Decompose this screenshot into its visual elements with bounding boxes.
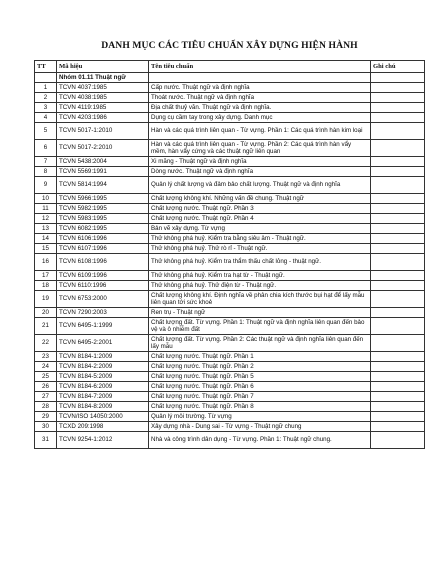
standard-name: Cấp nước. Thuật ngữ và định nghĩa [149,83,371,93]
standard-note [371,103,425,113]
standard-note [371,204,425,214]
standard-code: TCVN 6082:1995 [57,224,149,234]
standard-name: Chất lượng nước. Thuật ngữ. Phần 2 [149,362,371,372]
standard-name: Chất lượng đất. Từ vựng. Phần 2: Các thuật ngữ và định nghĩa liên quan đến lấy mẫu [149,335,371,352]
standard-note [371,167,425,177]
row-number: 13 [35,224,57,234]
row-number: 10 [35,194,57,204]
row-number: 11 [35,204,57,214]
table-row [35,204,425,214]
standard-name: Thử không phá huỷ. Thử điện từ - Thuật ngữ. [149,281,371,291]
row-number: 19 [35,291,57,308]
standard-code: TCVN 8184-8:2009 [57,402,149,412]
standard-code: TCVN 6106:1996 [57,234,149,244]
table-row [35,194,425,204]
row-number: 7 [35,157,57,167]
table-row [35,167,425,177]
standard-note [371,422,425,432]
table-row [35,412,425,422]
standard-note [371,412,425,422]
standard-name: Hàn và các quá trình liên quan - Từ vựng. Phần 2: Các quá trình hàn vẩy mềm, hàn vẩy cứng và các thuật ngữ liên quan [149,140,371,157]
group-row [35,73,425,83]
standard-code: TCVN 8184-2:2009 [57,362,149,372]
standard-name: Dòng nước. Thuật ngữ và định nghĩa [149,167,371,177]
standard-note [371,224,425,234]
standard-code: TCVN 8184-7:2009 [57,392,149,402]
table-row [35,422,425,432]
standard-name: Hàn và các quá trình liên quan - Từ vựng. Phần 1: Các quá trình hàn kim loại [149,123,371,140]
standard-note [371,157,425,167]
standard-note [371,291,425,308]
standard-name: Xi măng - Thuật ngữ và định nghĩa [149,157,371,167]
table-header-row [35,61,425,73]
row-number: 8 [35,167,57,177]
standard-name: Ren trụ - Thuật ngữ [149,308,371,318]
standard-name: Chất lượng nước. Thuật ngữ. Phần 3 [149,204,371,214]
group-label: Nhóm 01.11 Thuật ngữ [57,73,149,83]
standard-name: Chất lượng không khí. Định nghĩa về phân chia kích thước bụi hạt để lấy mẫu liên quan tới sức khoẻ [149,291,371,308]
row-number: 28 [35,402,57,412]
table-row [35,372,425,382]
standard-code: TCVN 6495-2:2001 [57,335,149,352]
standard-note [371,234,425,244]
standard-name: Nhà và công trình dân dụng - Từ vựng. Phần 1: Thuật ngữ chung. [149,432,371,449]
standard-note [371,281,425,291]
table-row [35,214,425,224]
row-number: 3 [35,103,57,113]
standard-code: TCVN 4037:1985 [57,83,149,93]
row-number: 30 [35,422,57,432]
standard-code: TCVN 6107:1996 [57,244,149,254]
row-number: 2 [35,93,57,103]
table-row [35,234,425,244]
table-row [35,402,425,412]
standard-name: Thoát nước. Thuật ngữ và định nghĩa [149,93,371,103]
standard-code: TCVN 4119:1985 [57,103,149,113]
row-number: 24 [35,362,57,372]
standard-note [371,382,425,392]
standard-note [371,318,425,335]
standard-code: TCVN 5017-2:2010 [57,140,149,157]
table-row [35,244,425,254]
standard-note [371,352,425,362]
row-number: 12 [35,214,57,224]
standard-name: Thử không phá huỷ. Kiểm tra bằng siêu âm - Thuật ngữ. [149,234,371,244]
standard-note [371,392,425,402]
standard-note [371,402,425,412]
table-row [35,224,425,234]
standard-name: Bản vẽ xây dựng. Từ vựng [149,224,371,234]
standard-note [371,308,425,318]
standard-note [371,194,425,204]
table-row [35,281,425,291]
table-row [35,308,425,318]
standard-code: TCVN 5982:1995 [57,204,149,214]
standard-name: Thử không phá huỷ. Kiểm tra hạt từ - Thuật ngữ. [149,271,371,281]
row-number: 4 [35,113,57,123]
standard-code: TCVN/ISO 14050:2000 [57,412,149,422]
row-number: 16 [35,254,57,271]
table-row [35,352,425,362]
standard-note [371,83,425,93]
standard-note [371,372,425,382]
standard-name: Thử không phá huỷ. Kiểm tra thẩm thấu chất lỏng - thuật ngữ. [149,254,371,271]
standard-code: TCVN 5814:1994 [57,177,149,194]
standard-name: Chất lượng nước. Thuật ngữ. Phần 4 [149,214,371,224]
standard-note [371,113,425,123]
table-row [35,93,425,103]
standard-note [371,244,425,254]
header-code: Mã hiệu [57,61,149,73]
standard-name: Chất lượng nước. Thuật ngữ. Phần 8 [149,402,371,412]
table-row [35,103,425,113]
row-number: 31 [35,432,57,449]
header-name: Tên tiêu chuẩn [149,61,371,73]
row-number: 23 [35,352,57,362]
standard-note [371,362,425,372]
group-name-cell [149,73,371,83]
row-number: 29 [35,412,57,422]
standard-note [371,177,425,194]
row-number: 18 [35,281,57,291]
standard-code: TCVN 7290:2003 [57,308,149,318]
standard-note [371,93,425,103]
standard-note [371,271,425,281]
table-row [35,362,425,372]
standard-name: Chất lượng đất. Từ vựng. Phần 1: Thuật ngữ và định nghĩa liên quan đến bảo vệ và ô nhiễm đất [149,318,371,335]
standard-code: TCVN 5983:1995 [57,214,149,224]
standard-code: TCVN 6109:1996 [57,271,149,281]
standard-code: TCXD 209:1998 [57,422,149,432]
standard-note [371,140,425,157]
group-note-cell [371,73,425,83]
standard-code: TCVN 5966:1995 [57,194,149,204]
row-number: 25 [35,372,57,382]
standard-code: TCVN 5017-1:2010 [57,123,149,140]
standard-code: TCVN 4038:1985 [57,93,149,103]
standard-name: Chất lượng nước. Thuật ngữ. Phần 1 [149,352,371,362]
table-row [35,177,425,194]
standard-name: Quản lý chất lượng và đảm bảo chất lượng. Thuật ngữ và định nghĩa [149,177,371,194]
table-row [35,83,425,93]
table-row [35,382,425,392]
standard-name: Thử không phá huỷ. Thử rò rỉ - Thuật ngữ. [149,244,371,254]
standard-note [371,123,425,140]
table-row [35,140,425,157]
standard-code: TCVN 8184-5:2009 [57,372,149,382]
table-row [35,335,425,352]
standard-code: TCVN 6495-1:1999 [57,318,149,335]
table-row [35,123,425,140]
header-note: Ghi chú [371,61,425,73]
table-row [35,318,425,335]
table-row [35,157,425,167]
standards-table [34,60,425,449]
standard-name: Địa chất thuỷ văn. Thuật ngữ và định nghĩa. [149,103,371,113]
standard-note [371,214,425,224]
table-row [35,432,425,449]
table-row [35,291,425,308]
standard-name: Xây dựng nhà - Dung sai - Từ vựng - Thuật ngữ chung [149,422,371,432]
standard-name: Chất lượng không khí. Những vấn đề chung. Thuật ngữ [149,194,371,204]
table-row [35,254,425,271]
row-number: 1 [35,83,57,93]
group-tt-cell [35,73,57,83]
standard-code: TCVN 8184-6:2009 [57,382,149,392]
standard-name: Quản lý môi trường. Từ vựng [149,412,371,422]
standard-code: TCVN 6110:1996 [57,281,149,291]
standard-code: TCVN 8184-1:2009 [57,352,149,362]
row-number: 15 [35,244,57,254]
row-number: 5 [35,123,57,140]
standard-note [371,254,425,271]
row-number: 26 [35,382,57,392]
row-number: 21 [35,318,57,335]
standard-code: TCVN 9254-1:2012 [57,432,149,449]
row-number: 20 [35,308,57,318]
row-number: 6 [35,140,57,157]
row-number: 9 [35,177,57,194]
table-row [35,113,425,123]
row-number: 27 [35,392,57,402]
table-row [35,271,425,281]
standard-code: TCVN 5438:2004 [57,157,149,167]
standard-name: Chất lượng nước. Thuật ngữ. Phần 7 [149,392,371,402]
document-title: DANH MỤC CÁC TIÊU CHUẨN XÂY DỰNG HIỆN HÀNH [101,40,358,51]
standard-name: Chất lượng nước. Thuật ngữ. Phần 5 [149,372,371,382]
standard-note [371,432,425,449]
header-tt: TT [35,61,57,73]
standard-name: Chất lượng nước. Thuật ngữ. Phần 6 [149,382,371,392]
row-number: 22 [35,335,57,352]
row-number: 17 [35,271,57,281]
table-row [35,392,425,402]
row-number: 14 [35,234,57,244]
standard-code: TCVN 6753:2000 [57,291,149,308]
standard-code: TCVN 6108:1996 [57,254,149,271]
standard-code: TCVN 4203:1986 [57,113,149,123]
standard-code: TCVN 5569:1991 [57,167,149,177]
standard-note [371,335,425,352]
standard-name: Dụng cụ cầm tay trong xây dựng. Danh mục [149,113,371,123]
